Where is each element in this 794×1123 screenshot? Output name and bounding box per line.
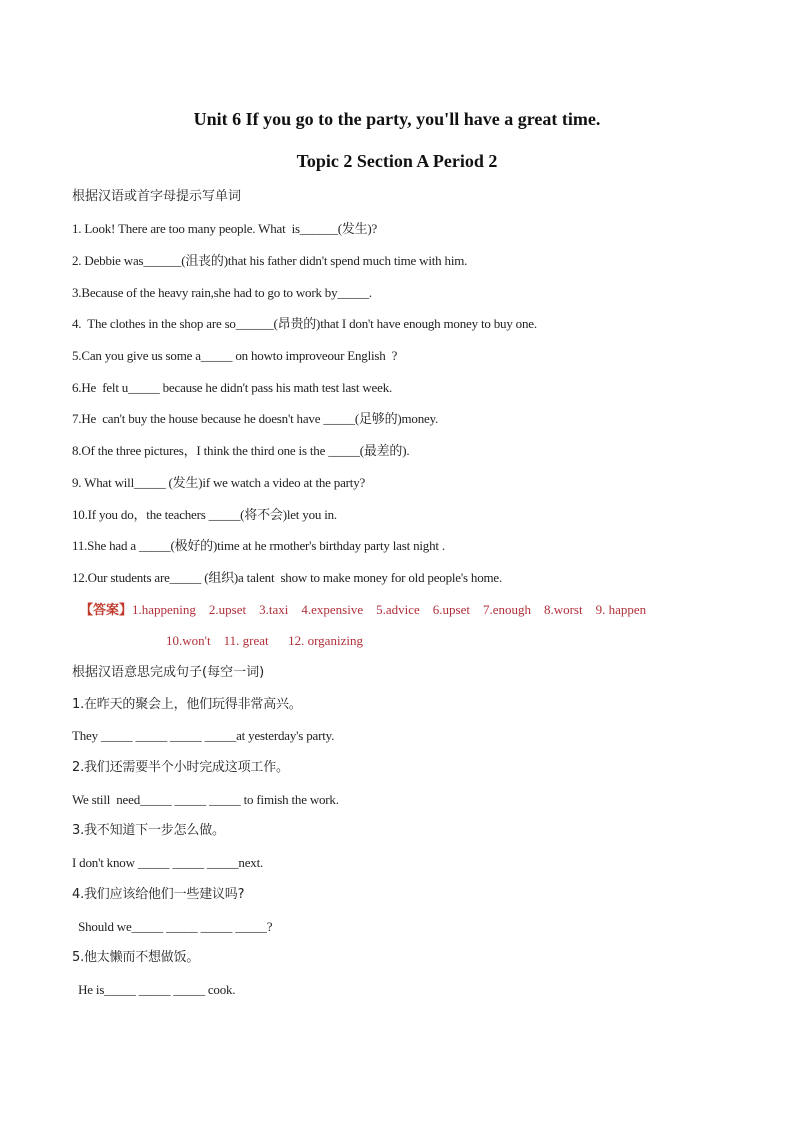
exercise-item: 12.Our students are_____ (组织)a talent show to make money for old people's home. xyxy=(72,570,503,585)
sentence-prompt: 3.我不知道下一步怎么做。 xyxy=(72,823,225,838)
sentence-prompt: 5.他太懒而不想做饭。 xyxy=(72,950,200,965)
sentence-prompt: 2.我们还需要半个小时完成这项工作。 xyxy=(72,760,289,775)
exercise-item: 7.He can't buy the house because he doesn't have _____(足够的)money. xyxy=(72,411,439,426)
sentence-prompt: 4.我们应该给他们一些建议吗? xyxy=(72,887,245,902)
sentence-blank: He is_____ _____ _____ cook. xyxy=(72,982,236,997)
exercise-item: 5.Can you give us some a_____ on howto improveour English ? xyxy=(72,348,398,363)
section2-heading: 根据汉语意思完成句子(每空一词) xyxy=(72,665,265,680)
sentence-blank: I don't know _____ _____ _____next. xyxy=(72,855,264,870)
page-title: Unit 6 If you go to the party, you'll have a great time. xyxy=(193,109,601,129)
exercise-item: 4. The clothes in the shop are so______(昂贵的)that I don't have enough money to buy one. xyxy=(72,316,537,331)
exercise-item: 8.Of the three pictures，I think the third one is the _____(最差的). xyxy=(72,443,410,458)
answer-tag: 【答案】 xyxy=(80,602,133,617)
answer-line: 1.happening 2.upset 3.taxi 4.expensive 5.advice 6.upset 7.enough 8.worst 9. happen xyxy=(132,602,647,617)
sentence-blank: We still need_____ _____ _____ to fimish the work. xyxy=(72,792,339,807)
answer-line: 10.won't 11. great 12. organizing xyxy=(166,633,363,648)
exercise-item: 3.Because of the heavy rain,she had to go to work by_____. xyxy=(72,285,372,300)
exercise-item: 11.She had a _____(极好的)time at he rmother's birthday party last night . xyxy=(72,538,445,553)
sentence-blank: Should we_____ _____ _____ _____? xyxy=(72,919,273,934)
page-subtitle: Topic 2 Section A Period 2 xyxy=(296,151,498,171)
exercise-item: 2. Debbie was______(沮丧的)that his father didn't spend much time with him. xyxy=(72,253,468,268)
answer-key xyxy=(80,602,646,618)
exercise-item: 6.He felt u_____ because he didn't pass his math test last week. xyxy=(72,380,393,395)
sentence-prompt: 1.在昨天的聚会上，他们玩得非常高兴。 xyxy=(72,697,302,712)
section1-heading: 根据汉语或首字母提示写单词 xyxy=(72,189,242,204)
sentence-blank: They _____ _____ _____ _____at yesterday's party. xyxy=(72,728,335,743)
exercise-item: 1. Look! There are too many people. What is______(发生)? xyxy=(72,221,378,236)
exercise-item: 9. What will_____ (发生)if we watch a video at the party? xyxy=(72,475,366,490)
exercise-item: 10.If you do，the teachers _____(将不会)let you in. xyxy=(72,507,337,522)
